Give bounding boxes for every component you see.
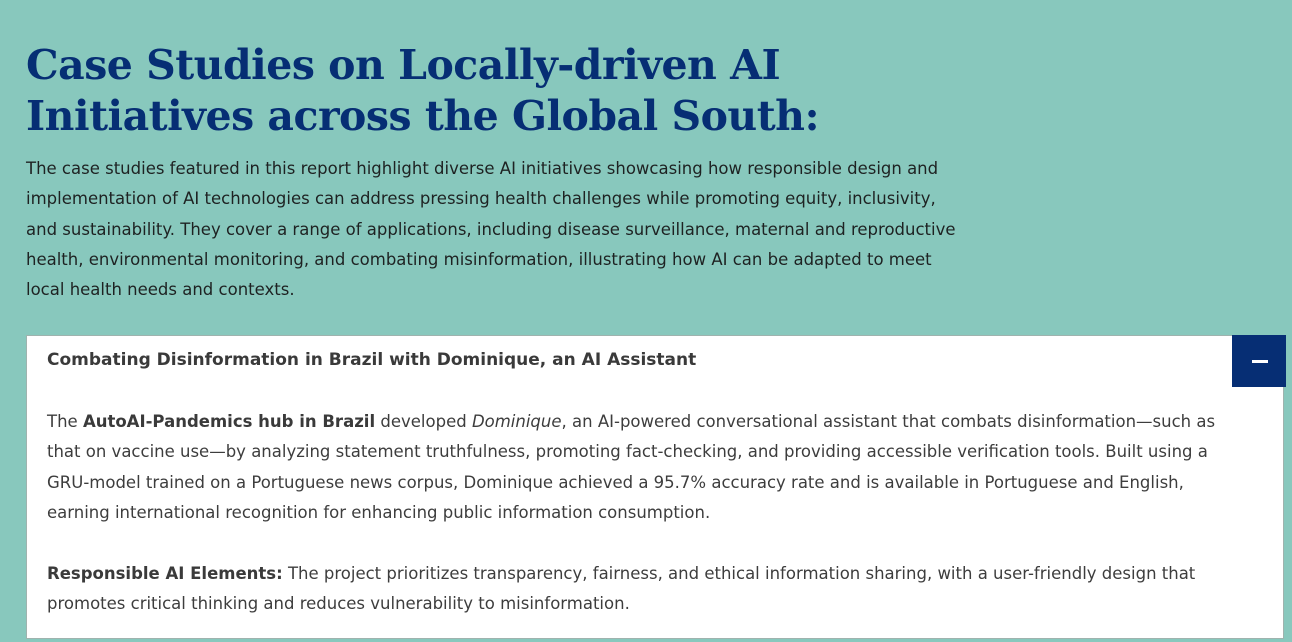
description-lead: The xyxy=(47,412,83,431)
product-name: Dominique xyxy=(471,412,562,431)
case-study-description xyxy=(47,407,1227,528)
accordion-body xyxy=(47,407,1227,620)
description-rest: , an AI-powered conversational assistant that combats disinformation—such as that on vaccine use—by analyzing statement truthfulness, promoting fact-checking, and providing accessible verification tools. Built using a GRU-model trained on a Portuguese news corpus, Dominique achieved a 95.7% accuracy rate and is available in Portuguese and English, earning international recognition for enhancing public information consumption. xyxy=(47,412,1216,522)
description-mid: developed xyxy=(375,412,472,431)
page-title-line-2: Initiatives across the Global South: xyxy=(26,92,820,140)
accordion-header[interactable] xyxy=(27,336,1285,388)
page-title-line-1: Case Studies on Locally-driven AI xyxy=(26,41,781,89)
responsible-ai-elements xyxy=(47,559,1227,620)
responsible-ai-label: Responsible AI Elements: xyxy=(47,564,283,584)
page-title xyxy=(26,40,926,142)
accordion-title[interactable]: Combating Disinformation in Brazil with Dominique, an AI Assistant xyxy=(47,350,697,370)
minus-icon xyxy=(1252,360,1268,363)
case-study-accordion xyxy=(26,335,1284,639)
collapse-toggle-button[interactable] xyxy=(1232,335,1286,387)
organization-name: AutoAI-Pandemics hub in Brazil xyxy=(82,412,376,431)
responsible-ai-text: The project prioritizes transparency, fairness, and ethical information sharing, with a user-friendly design that promotes critical thinking and reduces vulnerability to misinformation. xyxy=(47,564,1196,614)
intro-paragraph: The case studies featured in this report highlight diverse AI initiatives showcasing how responsible design and implementation of AI technologies can address pressing health challenges while promoting equity, inclusivity, and sustainability. They cover a range of applications, including disease surveillance, maternal and reproductive health, environmental monitoring, and combating misinformation, illustrating how AI can be adapted to meet local health needs and contexts. xyxy=(26,159,956,300)
